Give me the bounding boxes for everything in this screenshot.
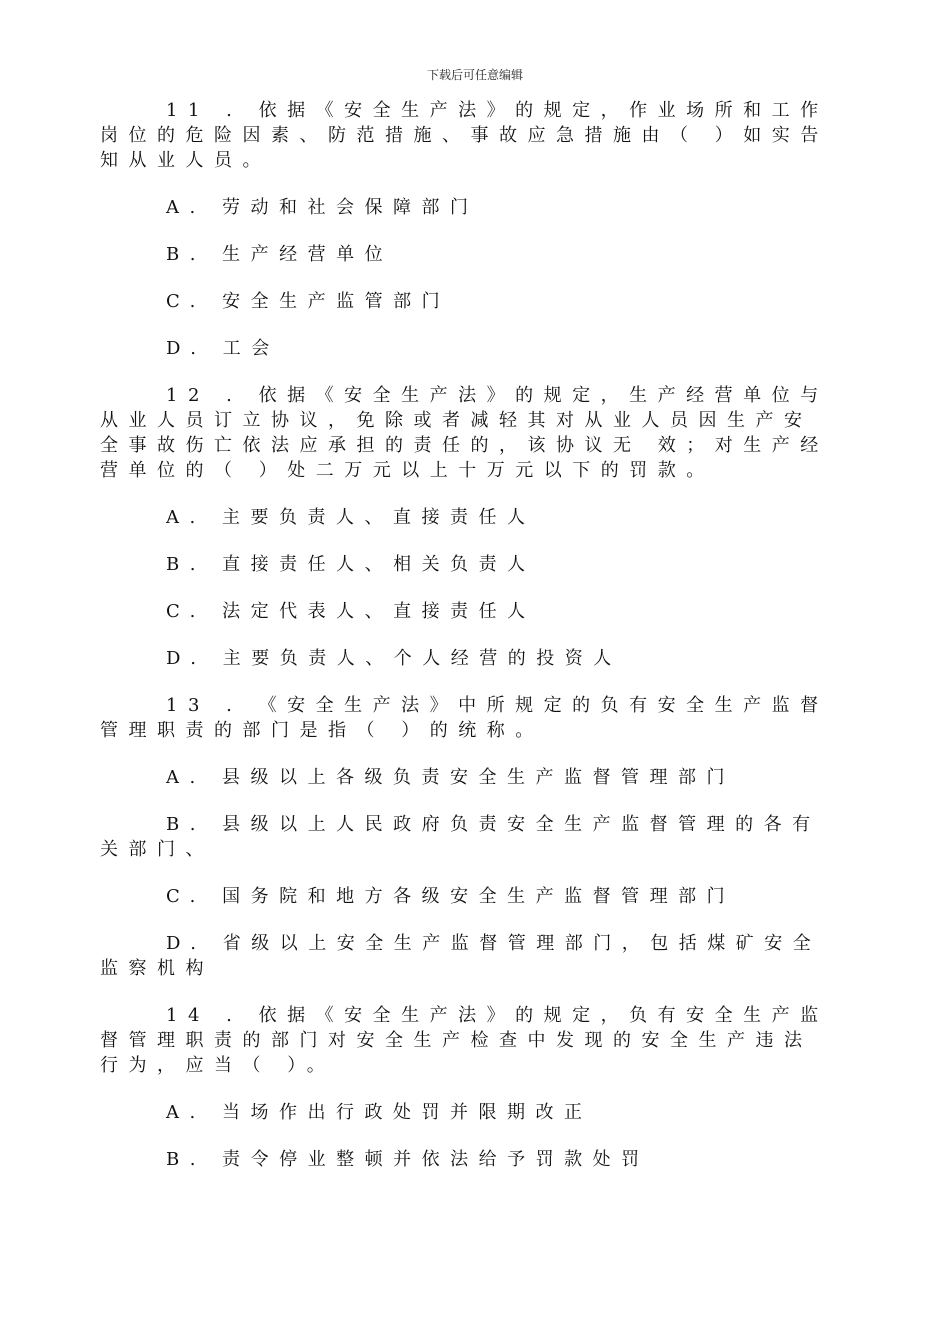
option-14-b: B. 责令停业整顿并依法给予罚款处罚 xyxy=(166,1149,650,1170)
option-11-a: A. 劳动和社会保障部门 xyxy=(166,197,479,218)
option-11-b: B. 生产经营单位 xyxy=(166,244,394,265)
option-12-c: C. 法定代表人、直接责任人 xyxy=(166,601,536,622)
question-11: 11 . 依据《安全生产法》的规定，作业场所和工作岗位的危险因素、防范措施、事故应急措施由（ ）如实告知从业人员。 xyxy=(100,100,829,171)
page-header: 下载后可任意编辑 xyxy=(426,68,523,82)
question-13: 13 . 《安全生产法》中所规定的负有安全生产监督管理职责的部门是指（ ）的统称。 xyxy=(100,695,829,741)
question-12: 12 . 依据《安全生产法》的规定，生产经营单位与从业人员订立协议，免除或者减轻其对从业人员因生产安全事故伤亡依法应承担的责任的，该协议无 效；对生产经营单位的（ ）处二万元以上十万元以下的罚款。 xyxy=(100,385,829,481)
document-body xyxy=(100,98,840,1194)
option-14-a: A. 当场作出行政处罚并限期改正 xyxy=(166,1102,593,1123)
option-13-c: C. 国务院和地方各级安全生产监督管理部门 xyxy=(166,886,736,907)
question-14: 14 . 依据《安全生产法》的规定，负有安全生产监督管理职责的部门对安全生产检查中发现的安全生产违法行为，应当（ ）。 xyxy=(100,1005,829,1076)
option-13-d: D. 省级以上安全生产监督管理部门，包括煤矿安全监察机构 xyxy=(100,933,822,979)
option-13-b: B. 县级以上人民政府负责安全生产监督管理的各有关部门、 xyxy=(100,814,821,860)
option-13-a: A. 县级以上各级负责安全生产监督管理部门 xyxy=(166,767,735,788)
option-12-b: B. 直接责任人、相关负责人 xyxy=(166,554,536,575)
option-11-c: C. 安全生产监管部门 xyxy=(166,291,451,312)
option-12-a: A. 主要负责人、直接责任人 xyxy=(166,507,536,528)
option-11-d: D. 工会 xyxy=(166,338,280,359)
option-12-d: D. 主要负责人、个人经营的投资人 xyxy=(166,648,622,669)
